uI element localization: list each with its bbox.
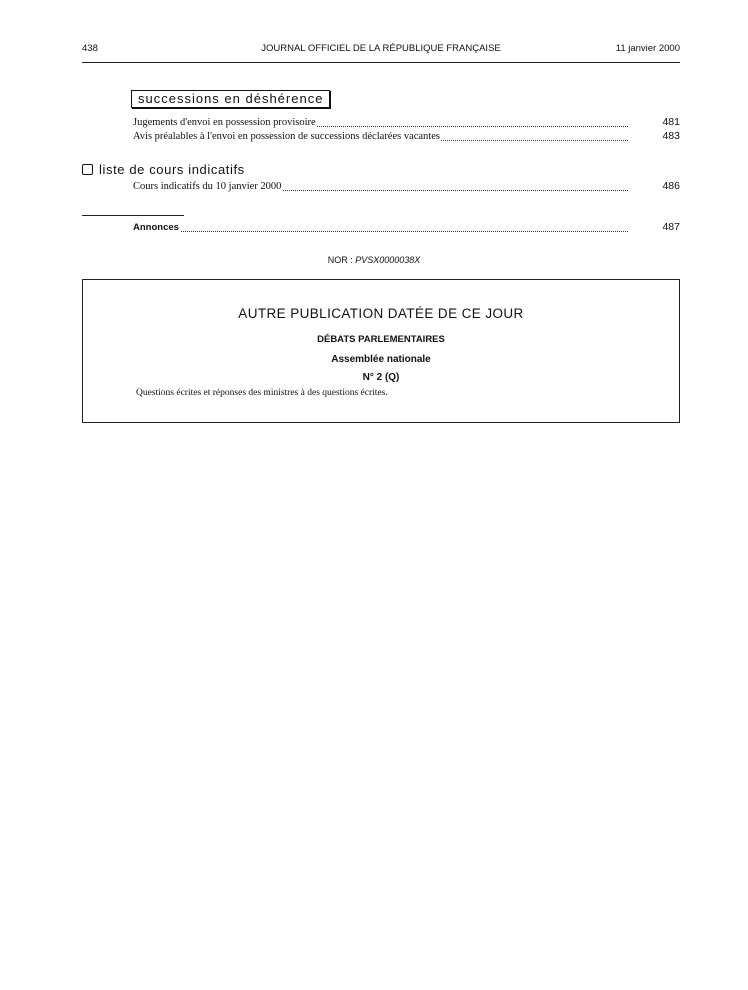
toc-entry-annonces[interactable]: [133, 221, 680, 234]
issue-date: 11 janvier 2000: [615, 43, 680, 54]
publication-chamber: Assemblée nationale: [331, 354, 431, 365]
cours-section-title: [82, 163, 245, 177]
toc-entry-page: 483: [662, 130, 680, 142]
publication-number: N° 2 (Q): [362, 372, 400, 383]
other-publication-box: [82, 279, 680, 423]
journal-title: JOURNAL OFFICIEL DE LA RÉPUBLIQUE FRANÇAISE: [261, 43, 501, 54]
toc-entry-jugements[interactable]: [133, 116, 680, 129]
publication-subheading: DÉBATS PARLEMENTAIRES: [317, 334, 445, 345]
checkbox-square-icon: [82, 164, 93, 175]
toc-entry-label: Jugements d'envoi en possession provisoire: [133, 117, 316, 128]
toc-entry-label: Annonces: [133, 222, 179, 233]
page-number: 438: [82, 43, 98, 54]
toc-entry-page: 487: [662, 221, 680, 233]
toc-entry-avis[interactable]: [133, 130, 680, 143]
toc-entry-cours[interactable]: [133, 180, 680, 193]
nor-code: PVSX0000038X: [355, 255, 421, 265]
toc-entry-label: Cours indicatifs du 10 janvier 2000: [133, 181, 282, 192]
header-rule: [82, 62, 680, 63]
publication-heading: AUTRE PUBLICATION DATÉE DE CE JOUR: [238, 306, 524, 321]
leader-dots: [133, 231, 628, 232]
successions-section-title: successions en déshérence: [131, 90, 330, 108]
cours-section-label: liste de cours indicatifs: [99, 162, 245, 177]
nor-prefix: NOR :: [327, 255, 353, 265]
toc-entry-page: 481: [662, 116, 680, 128]
toc-entry-label: Avis préalables à l'envoi en possession de successions déclarées vacantes: [133, 131, 440, 142]
nor-reference: [0, 255, 748, 265]
page-header: [82, 43, 680, 57]
section-divider: [82, 215, 184, 216]
toc-entry-page: 486: [662, 180, 680, 192]
publication-description: Questions écrites et réponses des ministres à des questions écrites.: [136, 388, 388, 398]
